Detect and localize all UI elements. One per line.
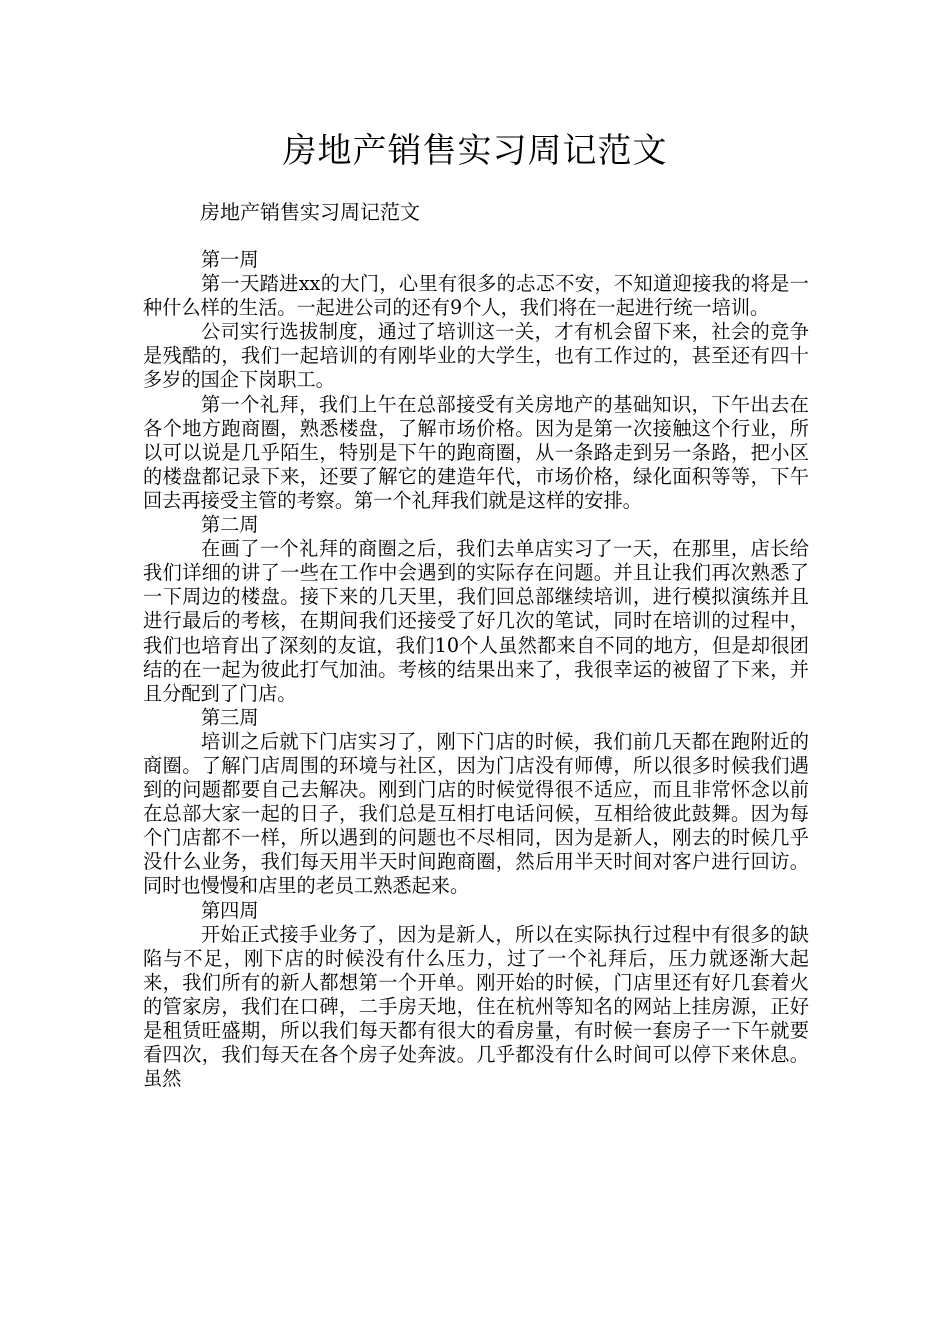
body-paragraph: 在画了一个礼拜的商圈之后，我们去单店实习了一天，在那里，店长给我们详细的讲了一些在工作中会遇到的实际存在问题。并且让我们再次熟悉了一下周边的楼盘。接下来的几天里，我们回总部继续培训，进行模拟演练并且进行最后的考核，在期间我们还接受了好几次的笔试，同时在培训的过程中，我们也培育出了深刻的友谊，我们10个人虽然都来自不同的地方，但是却很团结的在一起为彼此打气加油。考核的结果出来了，我很幸运的被留了下来，并且分配到了门店。: [143, 537, 809, 705]
week-heading: 第四周: [201, 898, 259, 922]
body-paragraph: 第一个礼拜，我们上午在总部接受有关房地产的基础知识，下午出去在各个地方跑商圈，熟悉楼盘，了解市场价格。因为是第一次接触这个行业，所以可以说是几乎陌生，特别是下午的跑商圈，从一条路走到另一条路，把小区的楼盘都记录下来，还要了解它的建造年代，市场价格，绿化面积等等，下午回去再接受主管的考察。第一个礼拜我们就是这样的安排。: [143, 392, 809, 512]
document-title: 房地产销售实习周记范文: [282, 131, 668, 171]
week-heading: 第一周: [201, 248, 259, 271]
body-paragraph: 公司实行选拔制度，通过了培训这一关，才有机会留下来，社会的竞争是残酷的，我们一起培训的有刚毕业的大学生，也有工作过的，甚至还有四十多岁的国企下岗职工。: [143, 320, 809, 392]
week-section: [143, 899, 809, 1092]
week-heading: 第三周: [201, 705, 259, 729]
body-paragraph: 开始正式接手业务了，因为是新人，所以在实际执行过程中有很多的缺陷与不足，刚下店的时候没有什么压力，过了一个礼拜后，压力就逐渐大起来，我们所有的新人都想第一个开单。刚开始的时候，门店里还有好几套着火的管家房，我们在口碑，二手房天地，住在杭州等知名的网站上挂房源，正好是租赁旺盛期，所以我们每天都有很大的看房量，有时候一套房子一下午就要看四次，我们每天在各个房子处奔波。几乎都没有什么时间可以停下来休息。虽然: [143, 922, 809, 1091]
week-heading: 第二周: [201, 513, 259, 537]
document-body: [143, 248, 809, 1091]
body-paragraph: 培训之后就下门店实习了，刚下门店的时候，我们前几天都在跑附近的商圈。了解门店周围的环境与社区，因为门店没有师傅，所以很多时候我们遇到的问题都要自己去解决。刚到门店的时候觉得很不适应，而且非常怀念以前在总部大家一起的日子，我们总是互相打电话问候，互相给彼此鼓舞。因为每个门店都不一样，所以遇到的问题也不尽相同，因为是新人，刚去的时候几乎没什么业务，我们每天用半天时间跑商圈，然后用半天时间对客户进行回访。同时也慢慢和店里的老员工熟悉起来。: [143, 729, 809, 898]
document-subtitle: 房地产销售实习周记范文: [200, 200, 420, 224]
body-paragraph: 第一天踏进xx的大门，心里有很多的忐忑不安，不知道迎接我的将是一种什么样的生活。一起进公司的还有9个人，我们将在一起进行统一培训。: [143, 272, 809, 320]
week-section: [143, 248, 809, 513]
week-section: [143, 706, 809, 899]
week-section: [143, 513, 809, 706]
